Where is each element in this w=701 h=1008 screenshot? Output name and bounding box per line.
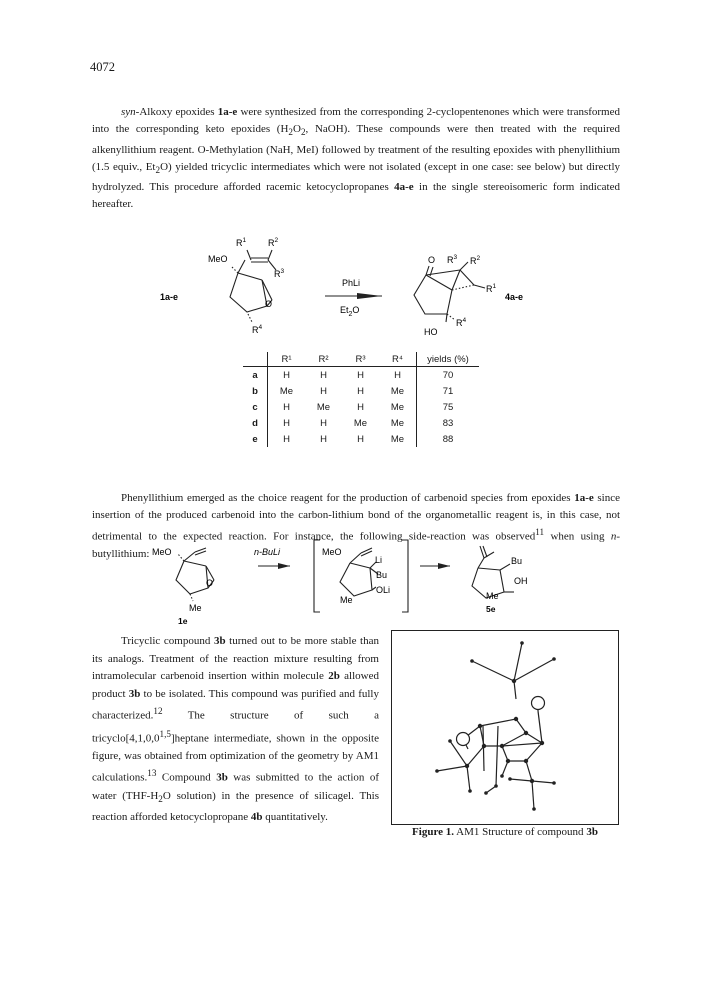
table-cell: H — [283, 401, 290, 413]
svg-text:R4 — [456, 317, 467, 328]
compound-ref: 1a-e — [217, 106, 238, 118]
svg-text:R1 — [486, 283, 497, 294]
table-cell: H — [320, 417, 327, 429]
text: quantitatively. — [262, 810, 328, 823]
subscript: 2 — [288, 127, 293, 138]
product-label: 5e — [486, 604, 496, 614]
table-cell: Me — [353, 417, 368, 429]
oh-label: OH — [514, 576, 528, 586]
r-label: R — [252, 325, 259, 335]
compound-ref: 4b — [250, 810, 263, 823]
o-label: O — [265, 299, 273, 309]
text-syn: syn — [121, 106, 136, 118]
superscript: 4 — [258, 324, 263, 331]
text: turned out to be more stable than its analogs. Treatment of the reaction mixture resulting from intramolecular carbenoid insertion within molecule — [92, 635, 380, 683]
superscript: 3 — [280, 268, 285, 275]
table-cell: H — [394, 369, 401, 381]
reagent-top: PhLi — [342, 278, 361, 288]
subscript: 2 — [300, 127, 306, 138]
oli-label: OLi — [376, 585, 391, 595]
o-label: O — [206, 578, 214, 588]
yields-table — [243, 352, 479, 447]
svg-text:R3 — [274, 268, 285, 279]
text: since insertion of the produced carbenoid into the carbon-lithium bond of the organometallic reagent is, in this case, not detrimental to the expected reaction. For instance, the following side-reaction was observed — [92, 492, 620, 544]
superscript: 1 — [242, 237, 247, 244]
table-cell: H — [357, 401, 364, 413]
me-label: Me — [486, 591, 499, 601]
superscript: 1 — [492, 283, 497, 290]
reagent-bottom-sub: 2 — [348, 311, 353, 318]
row-label: c — [243, 399, 268, 415]
start-label: 1e — [178, 616, 188, 626]
table-header-row — [243, 352, 479, 367]
table-cell: H — [283, 417, 290, 429]
text: O solution) in the presence of silicagel. This reaction afforded ketocyclopropane — [92, 789, 379, 823]
citation: 11 — [535, 527, 545, 538]
row-label: b — [243, 383, 268, 399]
figure-caption — [392, 826, 618, 838]
table-cell: Me — [390, 433, 405, 445]
li-label: Li — [375, 555, 383, 565]
table-cell: Me — [279, 385, 294, 397]
o-label: O — [428, 255, 436, 265]
table-cell: H — [320, 433, 327, 445]
row-label: d — [243, 415, 268, 431]
text-italic: n — [610, 531, 617, 544]
text: , NaOH). These compounds were then treated with the required alkenyllithium reagent. O-Methylation (NaH, MeI) followed by treatment of the resulting epoxides with phenyllithium (1.5 equiv., Et — [92, 123, 620, 173]
start-label: 1a-e — [160, 292, 179, 302]
table-header: R³ — [342, 352, 379, 367]
r-label: R — [236, 238, 243, 248]
r-label: R — [274, 269, 281, 279]
superscript: 4 — [462, 317, 467, 324]
table-cell: Me — [316, 401, 331, 413]
table-cell: 71 — [417, 383, 480, 399]
text: ]heptane intermediate, shown in the opposite figure, was obtained from optimization of the geometry by AM1 calculations. — [92, 732, 379, 785]
row-label: e — [243, 431, 268, 447]
svg-text:R3 — [447, 254, 458, 265]
compound-ref: 4a-e — [394, 181, 414, 194]
svg-text:Et2O — [340, 305, 359, 318]
table-cell: 88 — [417, 431, 480, 447]
molecular-structure-3b — [392, 631, 618, 824]
table-cell: H — [283, 369, 290, 381]
me-label: Me — [340, 595, 353, 605]
text: O — [293, 123, 301, 136]
figure-1 — [391, 630, 619, 825]
text: -Alkoxy epoxides — [135, 106, 218, 118]
citation: 13 — [147, 768, 157, 779]
superscript: 2 — [274, 237, 279, 244]
compound-ref: 1a-e — [574, 492, 594, 504]
reaction-scheme-2 — [0, 530, 701, 630]
table-row — [243, 399, 479, 415]
superscript: 1,5 — [159, 728, 171, 739]
meo-label: MeO — [208, 254, 228, 264]
citation: 12 — [153, 706, 163, 717]
text: was submitted to the action of water (THF-H — [92, 772, 379, 802]
text: Tricyclic compound — [121, 635, 214, 647]
caption-text: AM1 Structure of compound — [454, 826, 587, 838]
compound-ref: 2b — [328, 670, 340, 683]
text: O) yielded tricyclic intermediates which were not isolated (except in one case: see below) but directly hydrolyzed. This procedure afforded racemic ketocyclopropanes — [92, 160, 620, 194]
table-row — [243, 367, 479, 384]
reaction-scheme-1 — [0, 0, 701, 352]
table-cell: Me — [390, 417, 405, 429]
compound-ref: 3b — [213, 635, 226, 647]
subscript: 2 — [155, 164, 161, 175]
table-row — [243, 383, 479, 399]
r-label: R — [486, 284, 493, 294]
table-cell: 75 — [417, 399, 480, 415]
text: were synthesized from the corresponding 2-cyclopentenones which were transformed into the corresponding keto epoxides (H — [92, 106, 620, 136]
table-row — [243, 415, 479, 431]
text: allowed product — [92, 670, 379, 700]
table-cell: 83 — [417, 415, 480, 431]
table-header: R¹ — [268, 352, 306, 367]
r-label: R — [470, 256, 477, 266]
table-header: R² — [305, 352, 342, 367]
meo-label: MeO — [152, 547, 172, 557]
superscript: 3 — [453, 254, 458, 261]
bu-label: Bu — [376, 570, 388, 580]
text: in the single stereoisomeric form indicated hereafter. — [92, 181, 621, 211]
reagent-bottom-tail: O — [352, 305, 360, 315]
product-label: 4a-e — [505, 292, 524, 302]
bu-label: Bu — [511, 556, 523, 566]
text: to be isolated. This compound was purified and fully characterized. — [92, 687, 379, 723]
me-label: Me — [189, 603, 202, 613]
table-cell: Me — [390, 401, 405, 413]
compound-ref: 3b — [216, 772, 228, 785]
table-cell: H — [357, 433, 364, 445]
r-label: R — [447, 255, 454, 265]
subscript: 2 — [158, 793, 163, 804]
svg-text:R2 — [470, 255, 481, 266]
text: The structure of such a tricyclo[4,1,0,0 — [92, 710, 379, 745]
text: Compound — [156, 772, 217, 785]
table-cell: H — [357, 385, 364, 397]
caption-label: Figure 1. — [412, 826, 455, 838]
table-cell: H — [283, 433, 290, 445]
meo-label: MeO — [322, 547, 342, 557]
ho-label: HO — [424, 327, 438, 337]
table-cell: H — [357, 369, 364, 381]
svg-text:R2 — [268, 237, 279, 248]
caption-compound: 3b — [586, 826, 598, 838]
table-cell: Me — [390, 385, 405, 397]
text: when using — [544, 531, 611, 544]
row-label: a — [243, 367, 268, 384]
superscript: 2 — [476, 255, 481, 262]
compound-ref: 3b — [128, 687, 141, 700]
r-label: R — [456, 318, 463, 328]
reagent-bottom: Et — [340, 305, 349, 315]
text: Phenyllithium emerged as the choice reagent for the production of carbenoid species from epoxides — [121, 492, 575, 504]
page-number: 4072 — [90, 60, 115, 74]
text: -butyllithium: — [92, 531, 621, 561]
r-label: R — [268, 238, 275, 248]
table-header: R⁴ — [379, 352, 417, 367]
svg-text:R4 — [252, 324, 263, 335]
reagent-label: n-BuLi — [254, 547, 281, 557]
table-header-blank — [243, 352, 268, 367]
table-row — [243, 431, 479, 447]
table-cell: H — [320, 369, 327, 381]
table-header: yields (%) — [417, 352, 480, 367]
paragraph-3 — [92, 633, 379, 826]
table-cell: H — [320, 385, 327, 397]
table-cell: 70 — [417, 367, 480, 384]
svg-text:R1 — [236, 237, 247, 248]
